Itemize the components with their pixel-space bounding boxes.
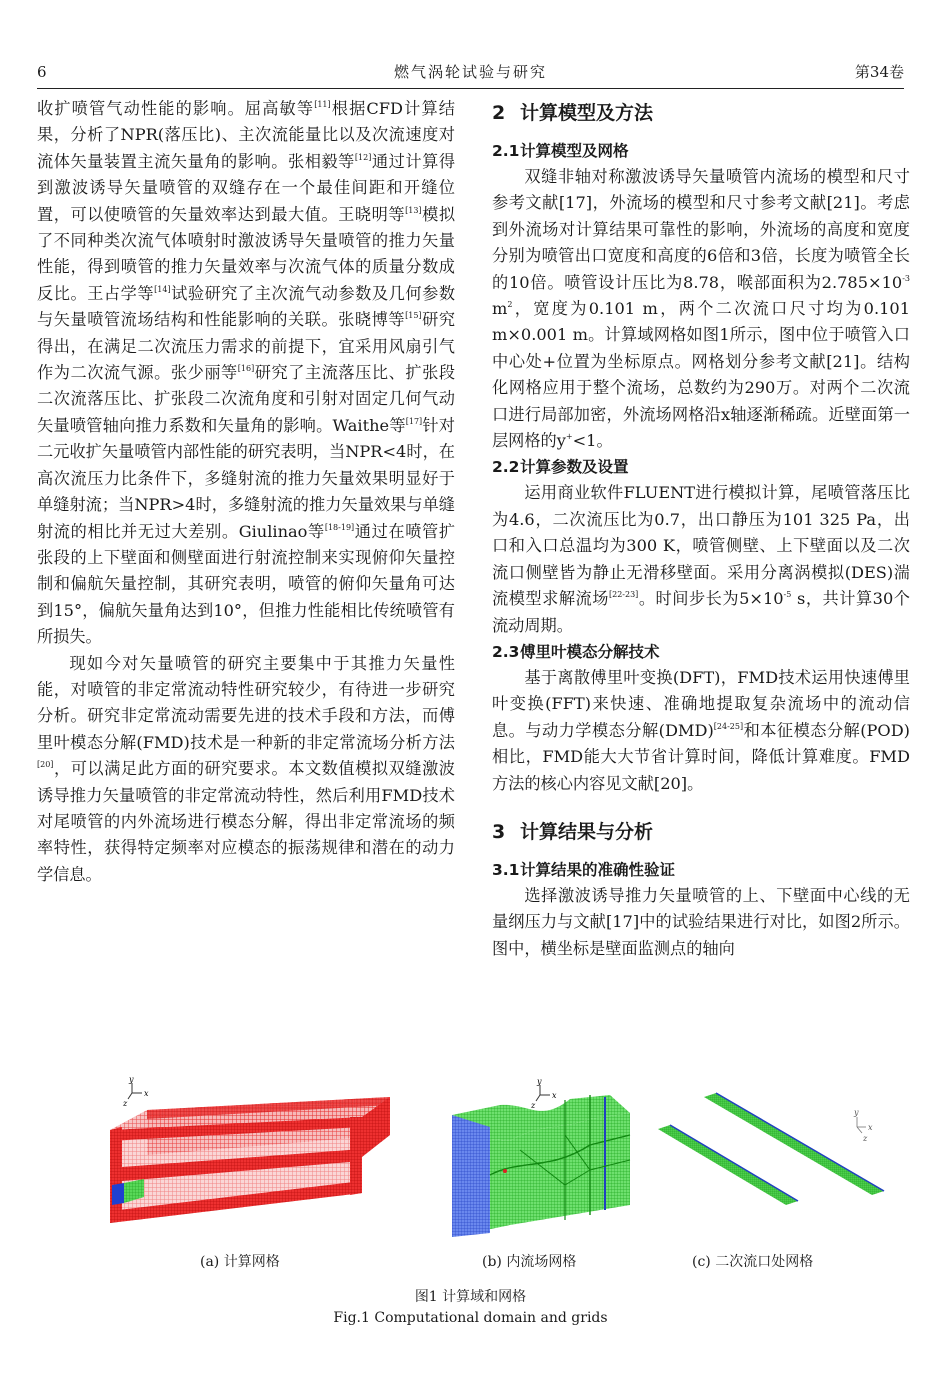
figure-caption-english: Fig.1 Computational domain and grids xyxy=(333,1310,608,1326)
paragraph-parameters xyxy=(492,480,910,638)
text-run: 运用商业软件FLUENT进行模拟计算，尾喷管落压比为4.6，二次流压比为0.7，出口静压为101 325 Pa，出口和入口总温均为300 K，喷管侧壁、上下壁面以及二次流口侧壁皆为静止无滑移壁面。采用分离涡模拟(DES)湍流模型求解流场 xyxy=(492,483,910,609)
axis-label-x: x xyxy=(868,1123,873,1132)
axis-label-y: y xyxy=(854,1108,859,1117)
computational-mesh-image xyxy=(72,1075,412,1245)
coordinate-axes xyxy=(853,1108,873,1143)
axis-label-z: z xyxy=(123,1099,128,1108)
secondary-port-mesh-image xyxy=(652,1075,902,1245)
axis-label-z: z xyxy=(863,1134,868,1143)
internal-flow-mesh-image xyxy=(440,1075,650,1245)
text-run: 研究了主流落压比、扩张段二次流落压比、扩张段二次流角度和引射对固定几何气动矢量喷管轴向推力系数和矢量角的影响。Waithe等 xyxy=(37,363,456,435)
axis-label-x: x xyxy=(144,1089,149,1098)
citation-superscript: [12] xyxy=(354,152,372,162)
text-run: <1。 xyxy=(572,431,613,451)
citation-superscript: [15] xyxy=(405,311,422,321)
text-run: 试验研究了主次流气动参数及几何参数与矢量喷管流场结构和性能影响的关联。张晓博等 xyxy=(37,283,456,330)
text-run: m xyxy=(492,299,508,319)
caption-c: (c) 二次流口处网格 xyxy=(692,1254,814,1270)
text-run: 研究得出，在满足二次流压力需求的前提下，宜采用风扇引气作为二次流气源。张少丽等 xyxy=(37,310,456,383)
figure-panel-c xyxy=(652,1075,902,1245)
right-column xyxy=(492,96,910,962)
citation-superscript: [20] xyxy=(37,760,54,770)
page-number: 6 xyxy=(37,63,47,81)
citation-superscript: [11] xyxy=(314,100,331,109)
paragraph-model-and-grid xyxy=(492,164,910,454)
citation-superscript: [13] xyxy=(405,205,422,215)
text-run: 根据CFD计算结果，分析了NPR(落压比)、主次流能量比以及次流速度对流体矢量装置主流矢量角的影响。张相毅等 xyxy=(37,99,455,171)
citation-superscript: + xyxy=(565,432,573,442)
axis-label-z: z xyxy=(531,1101,536,1110)
section-2-2-heading: 2.2计算参数及设置 xyxy=(492,458,629,477)
text-run: s，共计算30个流动周期。 xyxy=(492,589,910,635)
section-2-1-heading: 2.1计算模型及网格 xyxy=(492,142,629,160)
figure-1 xyxy=(37,1075,904,1335)
section-2-heading: 2 计算模型及方法 xyxy=(492,102,654,124)
coordinate-axes xyxy=(530,1077,557,1110)
text-run: ，宽度为0.101 m，两个二次流口尺寸均为0.101 m×0.001 m。计算域网格如图1所示，图中位于喷管入口中心处+位置为坐标原点。网格划分参考文献[21]。结构化网格应用于整个流场，总数约为290万。对两个二次流口进行局部加密，外流场网格沿x轴逐渐稀疏。近壁面第一层网格的y xyxy=(492,299,910,451)
page-header xyxy=(37,62,904,86)
coordinate-axes xyxy=(122,1075,149,1108)
citation-superscript: 2 xyxy=(507,300,513,310)
text-run: 和本征模态分解(POD)相比，FMD能大大节省计算时间，降低计算难度。FMD方法的核心内容见文献[20]。 xyxy=(492,720,910,793)
text-run: 收扩喷管气动性能的影响。屈高敏等 xyxy=(37,99,315,118)
section-3-1-heading: 3.1计算结果的准确性验证 xyxy=(492,860,676,879)
section-3-heading: 3 计算结果与分析 xyxy=(492,820,654,843)
citation-superscript: [14] xyxy=(154,284,171,294)
paragraph-literature-review xyxy=(37,96,455,651)
text-run: 。时间步长为5×10 xyxy=(638,589,784,609)
text-run: 双缝非轴对称激波诱导矢量喷管内流场的模型和尺寸参考文献[17]，外流场的模型和尺寸参考文献[21]。考虑到外流场对计算结果可靠性的影响，外流场的高度和宽度分别为喷管出口宽度和高度的6倍和3倍，长度为喷管全长的10倍。喷管设计压比为8.78，喉部面积为2.785×10 xyxy=(492,167,910,292)
figure-caption-chinese: 图1 计算域和网格 xyxy=(414,1289,527,1305)
text-run: ，可以满足此方面的研究要求。本文数值模拟双缝激波诱导推力矢量喷管的非定常流动特性，然后利用FMD技术对尾喷管的内外流场进行模态分解，得出非定常流场的频率特性，获得特定频率对应模态的振荡规律和潜在的动力学信息。 xyxy=(37,759,455,884)
text-run: 选择激波诱导推力矢量喷管的上、下壁面中心线的无量纲压力与文献[17]中的试验结果进行对比，如图2所示。图中，横坐标是壁面监测点的轴向 xyxy=(492,885,910,958)
text-run: 基于离散傅里叶变换(DFT)，FMD技术运用快速傅里叶变换(FFT)来快速、准确地提取复杂流场中的流动信息。与动力学模态分解(DMD) xyxy=(492,667,910,740)
journal-title: 燃气涡轮试验与研究 xyxy=(393,63,547,81)
citation-superscript: [16] xyxy=(237,364,255,374)
citation-superscript: [22-23] xyxy=(608,590,639,600)
text-run: 现如今对矢量喷管的研究主要集中于其推力矢量性能，对喷管的非定常流动特性研究较少，有待进一步研究分析。研究非定常流动需要先进的技术手段和方法，而傅里叶模态分解(FMD)技术是一种新的非定常流场分析方法 xyxy=(37,653,455,752)
paragraph-motivation xyxy=(37,651,455,889)
figure-panel-b xyxy=(440,1075,650,1245)
axis-label-x: x xyxy=(552,1091,557,1100)
citation-superscript: [18-19] xyxy=(324,522,355,532)
caption-a: (a) 计算网格 xyxy=(200,1254,280,1270)
caption-b: (b) 内流场网格 xyxy=(482,1254,577,1270)
section-2-3-heading: 2.3傅里叶模态分解技术 xyxy=(492,642,660,661)
citation-superscript: [17] xyxy=(405,416,423,426)
citation-superscript: -5 xyxy=(783,590,792,600)
header-rule xyxy=(37,88,904,89)
volume-label: 第34卷 xyxy=(854,63,904,81)
left-column xyxy=(37,96,455,888)
text-run: 通过计算得到激波诱导矢量喷管的双缝存在一个最佳间距和开缝位置，可以使喷管的矢量效率达到最大值。王晓明等 xyxy=(37,151,456,224)
paragraph-validation xyxy=(492,883,910,962)
citation-superscript: [24-25] xyxy=(713,721,744,731)
figure-panel-a xyxy=(72,1075,412,1245)
text-run: 模拟了不同种类次流气体喷射时激波诱导矢量喷管的推力矢量性能，得到喷管的推力矢量效率与次流气体的质量分数成反比。王占学等 xyxy=(37,204,456,303)
axis-label-y: y xyxy=(129,1075,134,1084)
text-run: 通过在喷管扩张段的上下壁面和侧壁面进行射流控制来实现俯仰矢量控制和偏航矢量控制，其研究表明，喷管的俯仰矢量角可达到15°，偏航矢量角达到10°，但推力性能相比传统喷管有所损失。 xyxy=(37,521,456,647)
text-run: 针对二元收扩矢量喷管内部性能的研究表明，当NPR<4时，在高次流压力比条件下，多缝射流的推力矢量效果明显好于单缝射流；当NPR>4时，多缝射流的推力矢量效果与单缝射流的相比并无过大差别。Giulinao等 xyxy=(37,415,455,541)
axis-label-y: y xyxy=(537,1077,542,1086)
citation-superscript: -3 xyxy=(902,273,910,283)
paragraph-fmd xyxy=(492,665,910,797)
